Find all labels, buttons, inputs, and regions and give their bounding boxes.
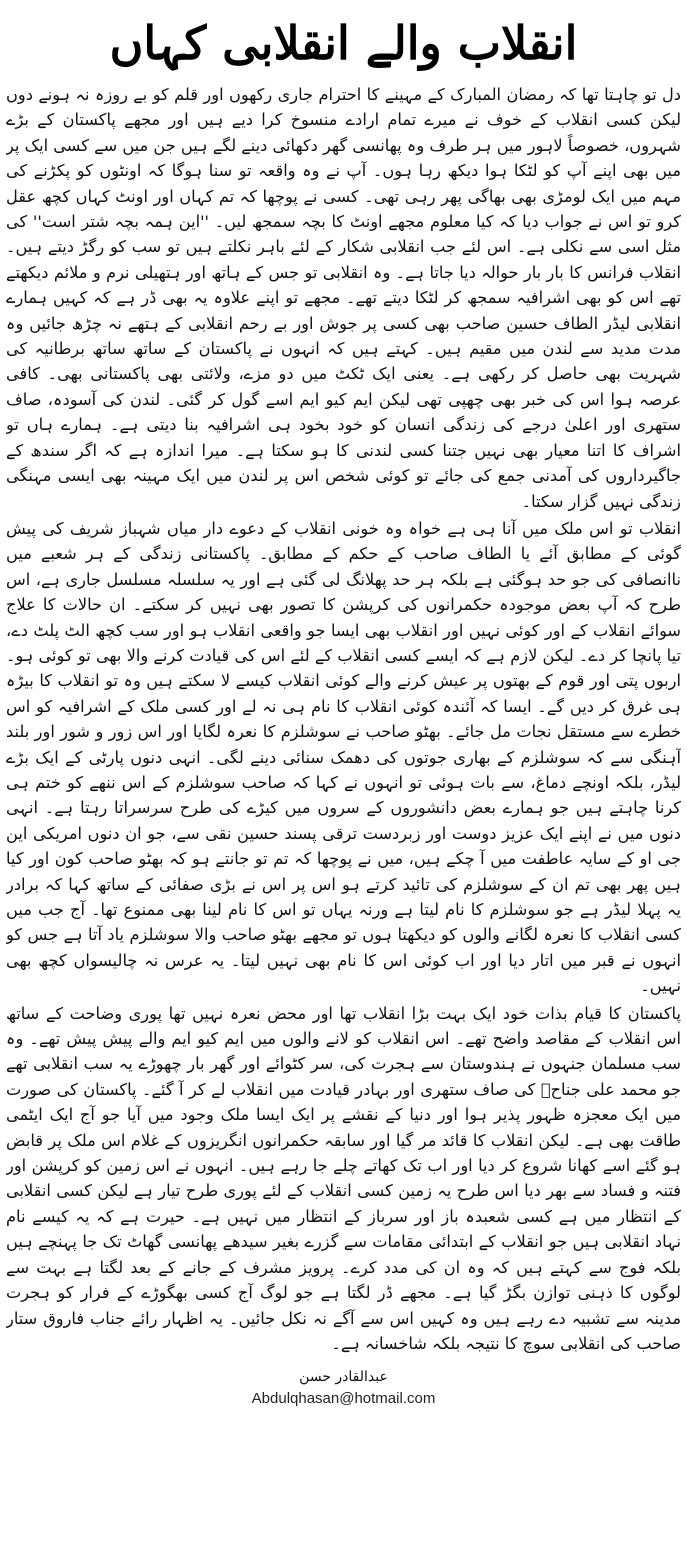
paragraph-2: انقلاب تو اس ملک میں آنا ہی ہے خواہ وہ خونی انقلاب کے دعوے دار میاں شہباز شریف کی پیش گوئی کے مطابق آئے یا الطاف صاحب کے حکم کے مطابق۔ پاکستانی زندگی کے ہر شعبے میں ناانصافی کی جو حد ہوگئی ہے بلکہ ہر حد پھلانگ لی گئی ہے اور یہ سلسلہ مسلسل جاری ہے، اس طرح کہ آپ بعض موجودہ حکمرانوں کی کرپشن کا تصور بھی نہیں کر سکتے۔ ان حالات کا علاج سوائے انقلاب کے اور کوئی نہیں اور انقلاب بھی ایسا جو واقعی انقلاب ہو اور سب کچھ الٹ پلٹ دے، تیا پانچا کر دے۔ لیکن لازم ہے کہ ایسے کسی انقلاب کے لئے اس کی قیادت کرنے والا بھی تو کوئی ہو۔ اربوں پتی اور قوم کے بھتوں پر عیش کرنے والے کوئی انقلاب کیسے لا سکتے ہیں وہ تو انقلاب کا بیڑہ ہی غرق کر دیں گے۔ ایسا کہ آئندہ کوئی انقلاب کا نام ہی نہ لے اور کسی ملک کے اشرافیہ کو اس خطرے سے مستقل نجات مل جائے۔ بھٹو صاحب نے سوشلزم کا نعرہ لگایا اور اس زور و شور اور بلند آہنگی سے کہ سوشلزم کے بھاری جوتوں کی دھمک سنائی دینے لگی۔ انہی دنوں پارٹی کے ایک بڑے لیڈر، بلکہ اونچے دماغ، سے بات ہوئی تو انہوں نے کہا کہ صاحب سوشلزم کے اس ننھے کو ختم ہی کرنا چاہتے ہیں جو ہمارے بعض دانشوروں کے سروں میں کیڑے کی طرح سرسراتا رہتا ہے۔ انہی دنوں میں نے اپنے ایک عزیز دوست اور زبردست ترقی پسند حسین نقی سے، جو ان دنوں امریکی این جی او کے سایہ عاطفت میں آ چکے ہیں، میں نے پوچھا کہ تم تو جانتے ہو کہ بھٹو صاحب کون اور کیا ہیں پھر بھی تم ان کے سوشلزم کی تائید کرتے ہو اس پر اس نے بڑی صفائی کے ساتھ کہا کہ برادر یہ پہلا لیڈر ہے جو سوشلزم کا نام لیتا ہے ورنہ یہاں تو اس کا نام لینا بھی ممنوع تھا۔ آج جب میں کسی انقلاب کا نعرہ لگانے والوں کو دیکھتا ہوں تو مجھے بھٹو صاحب والا سوشلزم یاد آتا ہے جس کو انہوں نے قبر میں اتار دیا اور اب کوئی اس کا نام بھی نہیں لیتا۔ یہ عرس نہ چالیسواں کچھ بھی نہیں۔ (6, 518, 681, 996)
article-body (6, 82, 681, 1358)
author-email[interactable]: Abdulqhasan@hotmail.com (251, 1390, 436, 1408)
headline: انقلاب والے انقلابی کہاں (109, 16, 578, 70)
paragraph-1: دل تو چاہتا تھا کہ رمضان المبارک کے مہینے کا احترام جاری رکھوں اور قلم کو بے روزہ نہ ہونے دوں لیکن کسی انقلاب کے خوف نے میرے تمام ارادے منسوخ کرا دیے ہیں اور مجھے پاکستان کے بڑے شہروں، خصوصاً لاہور میں ہر طرف وہ پھانسی گھر دکھائی دینے لگے ہیں جن میں سے کسی ایک پر میں بھی اپنے آپ کو لٹکا ہوا دیکھ رہا ہوں۔ آپ نے وہ واقعہ تو سنا ہوگا کہ اونٹوں کو پکڑنے کی مہم میں ایک لومڑی بھی بھاگی پھر رہی تھی۔ کسی نے پوچھا کہ تم کہاں اور اونٹ کہاں کچھ عقل کرو تو اس نے جواب دیا کہ کیا معلوم مجھے اونٹ کا بچہ سمجھ لیں۔ ''این ہمہ بچہ شتر است'' کی مثل اسی سے نکلی ہے۔ اس لئے جب انقلابی شکار کے لئے باہر نکلتے ہیں تو سب کو رگڑ دیتے ہیں۔ انقلاب فرانس کا بار بار حوالہ دیا جاتا ہے۔ وہ انقلابی تو جس کے ہاتھ اور ہتھیلی نرم و ملائم دیکھتے تھے اس کو بھی اشرافیہ سمجھ کر لٹکا دیتے تھے۔ مجھے تو اپنے علاوہ یہ بھی ڈر ہے کہ کہیں ہمارے انقلابی لیڈر الطاف حسین صاحب بھی کسی پر جوش اور بے رحم انقلابی کے ہتھے نہ چڑھ جائیں وہ مدت مدید سے لندن میں مقیم ہیں۔ کہتے ہیں کہ انہوں نے پاکستان کے ساتھ ساتھ برطانیہ کی شہریت بھی حاصل کر رکھی ہے۔ یعنی ایک ٹکٹ میں دو مزے، ولائتی بھی پاکستانی بھی۔ کافی عرصہ ہوا اس کی خبر بھی چھپی تھی لیکن ایم کیو ایم اسے گول کر گئی۔ لندن کی آسودہ، صاف ستھری اور اعلیٰ درجے کی زندگی انسان کو خود بخود ہی اشرافیہ بنا دیتی ہے۔ ہمارے ہاں تو اشراف کا اتنا معیار بھی نہیں جتنا کسی لندنی کا ہو سکتا ہے۔ میرا اندازہ ہے کہ اگر سندھ کے جاگیرداروں کی آمدنی جمع کی جائے تو کوئی شخص اس پر لندن میں ایک مہینہ بھی ایسی مہنگی زندگی نہیں گزار سکتا۔ (6, 85, 681, 511)
paragraph-3: پاکستان کا قیام بذات خود ایک بہت بڑا انقلاب تھا اور محض نعرہ نہیں تھا پوری وضاحت کے ساتھ اس انقلاب کے مقاصد واضح تھے۔ اس انقلاب کو لانے والوں میں ایم کیو ایم والے پیش پیش تھے۔ وہ سب مسلمان جنہوں نے ہندوستان سے ہجرت کی، سر کٹوائے اور گھر بار چھوڑے یہ سب انقلابی تھے جو محمد علی جناحؒ کی صاف ستھری اور بہادر قیادت میں انقلاب لے کر آ گئے۔ پاکستان کی صورت میں ایک معجزہ ظہور پذیر ہوا اور دنیا کے نقشے پر ایک ایسا ملک وجود میں آیا جو آج ایک ایٹمی طاقت بھی ہے۔ لیکن انقلاب کا قائد مر گیا اور سابقہ حکمرانوں انگریزوں کے غلام اس ملک پر قابض ہو گئے اسے کھانا شروع کر دیا اور اب تک کھاتے چلے جا رہے ہیں۔ انہوں نے اس زمین کو کرپشن اور فتنہ و فساد سے بھر دیا اس طرح یہ زمین کسی انقلاب کے لئے پوری طرح تیار ہے لیکن کسی انقلابی کے انتظار میں ہے کسی شعبدہ باز اور سرباز کے انتظار میں نہیں ہے۔ حیرت ہے کہ یہ کیسے نام نہاد انقلابی ہیں جو انقلاب کے ابتدائی مقامات سے گزرے بغیر سیدھے پھانسی گھاٹ تک جا پہنچے ہیں بلکہ فوج سے کہتے ہیں کہ وہ ان کی مدد کرے۔ پرویز مشرف کے جانے کے بعد لگتا ہے بہت سے لوگوں کا ذہنی توازن بگڑ گیا ہے۔ مجھے ڈر لگتا ہے جو لوگ آج کسی بھگوڑے کے فرار کو ہجرت مدینہ سے تشبیہ دے رہے ہیں وہ کہیں اس سے آگے نہ نکل جائیں۔ یہ اظہار رائے جناب فاروق ستار صاحب کی انقلابی سوچ کا نتیجہ بلکہ شاخسانہ ہے۔ (6, 1003, 681, 1353)
author-name: عبدالقادر حسن (299, 1369, 388, 1386)
